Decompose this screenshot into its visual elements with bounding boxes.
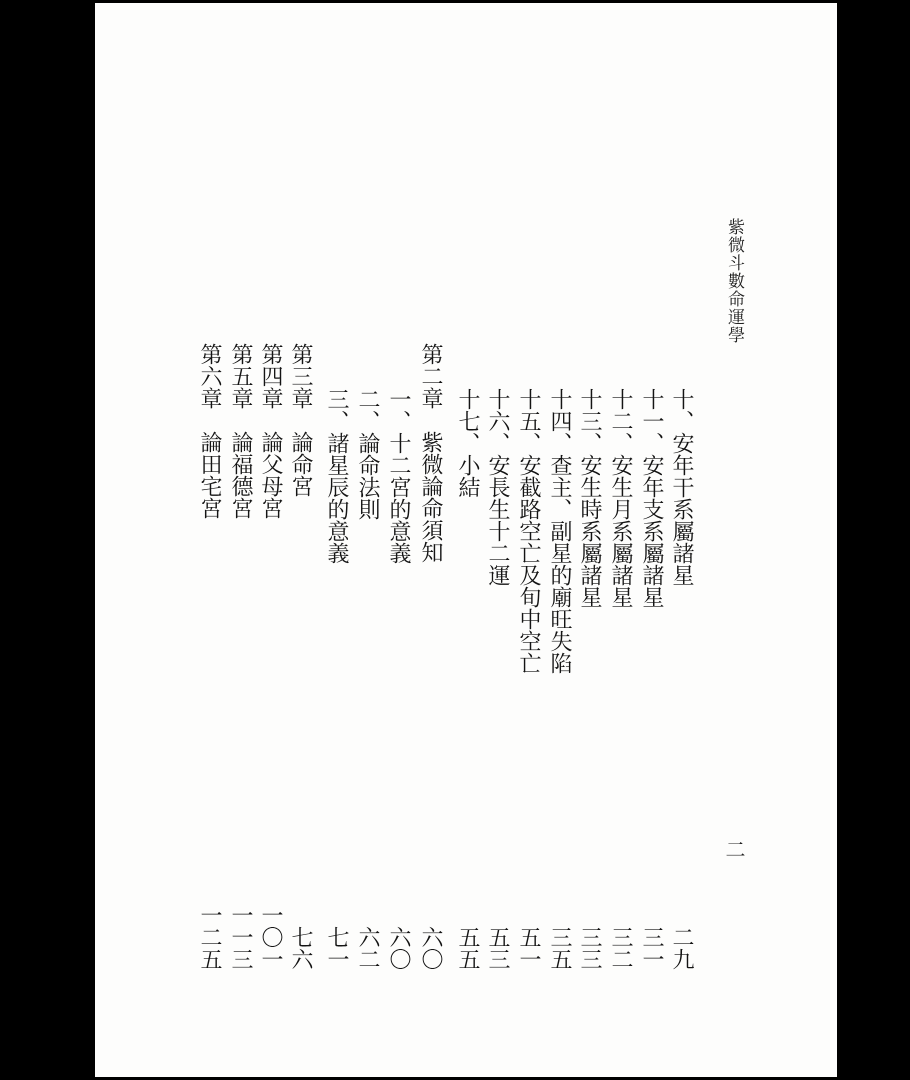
toc-entry-title: 十四、查主、副星的廟旺失陷 <box>547 388 572 674</box>
toc-entry-page: 一二五 <box>197 904 222 970</box>
toc-entry-title: 十六、安長生十二運 <box>485 388 510 586</box>
toc-chapter <box>287 343 313 970</box>
toc-chapter <box>196 343 222 970</box>
toc-entry-title: 十一、安年支系屬諸星 <box>639 388 664 608</box>
toc-chapter <box>227 343 253 970</box>
toc-entry <box>385 388 411 970</box>
page-number: 二 <box>722 839 746 859</box>
toc-entry-title: 二、論命法則 <box>355 388 380 520</box>
toc-entry-page: 五五 <box>455 926 480 970</box>
toc-entry-title: 第六章 論田宅宮 <box>197 343 222 519</box>
toc-entry-title: 第五章 論福德宮 <box>228 343 253 519</box>
toc-entry <box>484 388 510 970</box>
toc-entry <box>454 388 480 970</box>
toc-entry <box>576 388 602 970</box>
toc-entry-page: 二九 <box>669 926 694 970</box>
toc-entry <box>607 388 633 970</box>
toc-entry-title: 十三、安生時系屬諸星 <box>577 388 602 608</box>
toc-entry-page: 三二 <box>608 926 633 970</box>
toc-entry-page: 三一 <box>639 926 664 970</box>
toc-entry <box>546 388 572 970</box>
toc-entry-page: 六〇 <box>418 926 443 970</box>
toc-entry-title: 第三章 論命宮 <box>288 343 313 497</box>
toc-entry <box>323 388 349 970</box>
toc-chapter <box>417 343 443 970</box>
toc-entry-title: 十五、安截路空亡及旬中空亡 <box>516 388 541 674</box>
toc-entry <box>638 388 664 970</box>
toc-entry <box>668 388 694 970</box>
toc-entry-page: 七一 <box>324 926 349 970</box>
book-page <box>95 3 837 1077</box>
toc-entry-page: 一一三 <box>228 904 253 970</box>
toc-entry-title: 十七、小結 <box>455 388 480 498</box>
toc-entry-page: 三五 <box>547 926 572 970</box>
toc-entry-page: 六二 <box>355 926 380 970</box>
toc-entry-page: 六〇 <box>386 926 411 970</box>
toc-entry <box>354 388 380 970</box>
toc-entry-title: 第二章 紫微論命須知 <box>418 343 443 563</box>
toc-entry-title: 三、諸星辰的意義 <box>324 388 349 564</box>
toc-entry-page: 七六 <box>288 926 313 970</box>
toc-entry-page: 三三 <box>577 926 602 970</box>
toc-entry-title: 十二、安生月系屬諸星 <box>608 388 633 608</box>
toc-entry-title: 第四章 論父母宮 <box>258 343 283 519</box>
toc-entry <box>515 388 541 970</box>
toc-entry-page: 一〇一 <box>258 904 283 970</box>
running-head: 紫微斗數命運學 <box>724 218 744 344</box>
toc-entry-title: 十、安年干系屬諸星 <box>669 388 694 586</box>
toc-chapter <box>257 343 283 970</box>
toc-entry-page: 五一 <box>516 926 541 970</box>
toc-entry-title: 一、十二宮的意義 <box>386 388 411 564</box>
toc-entry-page: 五三 <box>485 926 510 970</box>
